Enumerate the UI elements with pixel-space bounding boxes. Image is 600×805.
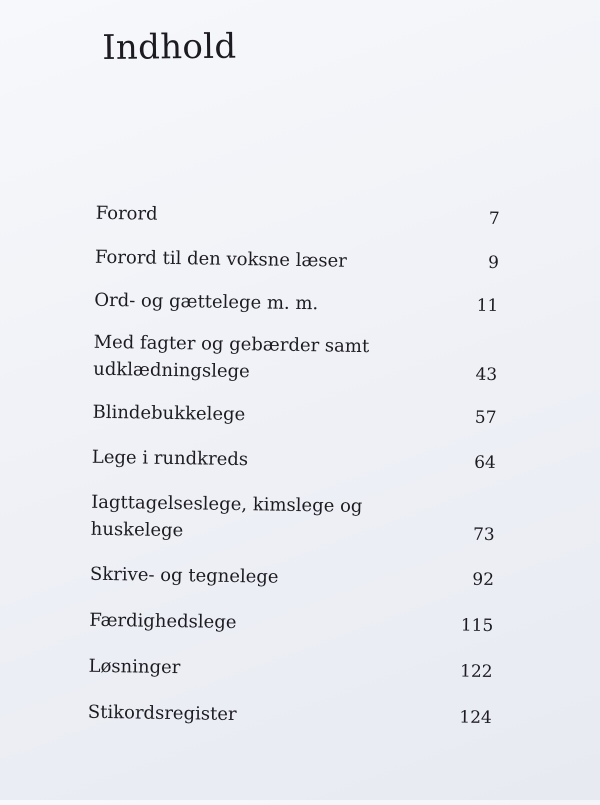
toc-entry-title: Stikordsregister [87,701,237,726]
toc-entry-title: Iagttagelseslege, kimslege og huskelege [90,491,363,542]
toc-entry [90,561,494,594]
toc-entry-page: 9 [487,252,500,274]
toc-entry-page: 43 [475,364,498,386]
toc-entry-page: 115 [460,615,494,637]
toc-entry [95,244,499,277]
toc-entry-page: 57 [474,407,497,429]
toc-entry-title: Skrive- og tegnelege [89,563,279,588]
toc-entry-page: 92 [472,569,495,591]
page-title: Indhold [102,26,237,68]
toc-entry [95,200,499,233]
toc-entry-page: 122 [459,661,493,683]
toc-entry [94,287,498,320]
toc-entry-title: Lege i rundkreds [91,446,249,471]
toc-entry [91,489,496,549]
toc-entry-title: Blindebukkelege [92,401,246,426]
toc-entry [93,329,498,389]
toc-entry-title: Med fagter og gebærder samt udklædningslege [93,331,370,383]
toc-entry [92,399,496,432]
toc-entry [92,444,496,477]
toc-entry-title: Forord til den voksne læser [94,246,348,272]
toc-entry-page: 11 [476,295,499,317]
toc-entry [88,699,492,732]
toc-entry-page: 73 [472,524,495,546]
toc-entry-title: Ord- og gættelege m. m. [94,289,319,315]
toc-entry-page: 64 [474,452,496,474]
toc-entry [88,653,492,686]
toc-entry-page: 124 [459,707,492,729]
toc-entry-page: 7 [488,208,500,230]
toc-entry-title: Færdighedslege [89,609,237,634]
toc-entry-title: Løsninger [88,655,181,679]
toc-entry-title: Forord [95,202,158,225]
toc-entry [89,607,493,640]
